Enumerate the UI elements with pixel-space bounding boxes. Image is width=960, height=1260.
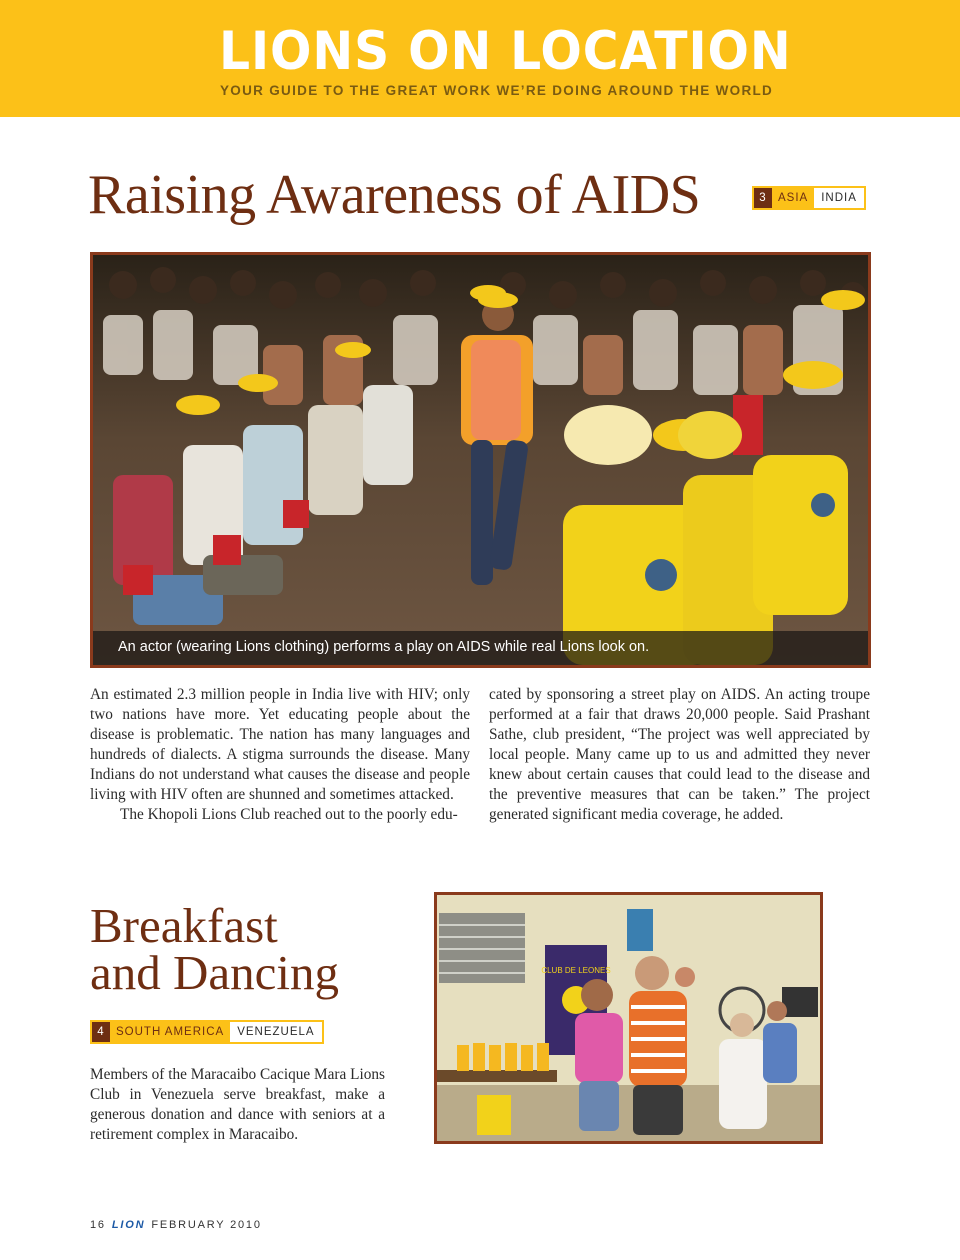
dancing-photo [434,892,823,1144]
story2-body [90,1065,385,1145]
photo-caption: An actor (wearing Lions clothing) performs a play on AIDS while real Lions look on. [118,639,650,655]
header-banner [0,0,960,117]
story2-paragraph: Members of the Maracaibo Cacique Mara Lions Club in Venezuela serve breakfast, make a generous donation and dance with seniors at a retirement complex in Maracaibo. [90,1066,385,1143]
story1-headline: Raising Awareness of AIDS [88,164,701,226]
section-title: LIONS ON LOCATION [219,21,792,82]
country-label: INDIA [821,192,857,204]
club-banner-text: CLUB DE LEONES [541,966,611,975]
story1-paragraph: The Khopoli Lions Club reached out to the poorly edu- [120,806,458,823]
region-label: SOUTH AMERICA [110,1022,230,1042]
magazine-name: LION [111,1219,146,1231]
story-number: 4 [92,1022,110,1042]
story1-column-2 [489,685,870,825]
country-label: VENEZUELA [237,1026,315,1038]
story2-headline-line1: Breakfast [90,898,278,953]
page-footer [90,1219,262,1231]
story1-location-tag [752,186,866,210]
story1-paragraph: An estimated 2.3 million people in India live with HIV; only two nations have more. Yet educating people about the disease is problematic. The nation has many languages and hundreds of dialects. A stigma surrounds the disease. Many Indians do not understand what causes the disease and people living with HIV often are shunned and sometimes attacked. [90,686,470,803]
page-number: 16 [90,1219,106,1231]
story2-headline-line2: and Dancing [90,945,339,1000]
story-number: 3 [754,188,772,208]
story1-paragraph: cated by sponsoring a street play on AIDS. An acting troupe performed at a fair that draws 20,000 people. Said Prashant Sathe, club president, “The project was well appreciated by local people. Many came up to us and admitted they never knew about certain causes that could lead to the disease and the preventive measures that can be taken.” The project generated significant media coverage, he added. [489,686,870,823]
dance-scene-illustration [437,895,820,1141]
section-subtitle: YOUR GUIDE TO THE GREAT WORK WE’RE DOING AROUND THE WORLD [220,83,774,98]
photo-caption-bar [93,631,868,665]
region-label: ASIA [772,188,814,208]
story2-location-tag [90,1020,324,1044]
aids-play-photo [90,252,871,668]
story1-column-1 [90,685,470,825]
issue-date: FEBRUARY 2010 [151,1219,262,1231]
story2-headline [90,898,339,1000]
crowd-scene-illustration [93,255,868,665]
